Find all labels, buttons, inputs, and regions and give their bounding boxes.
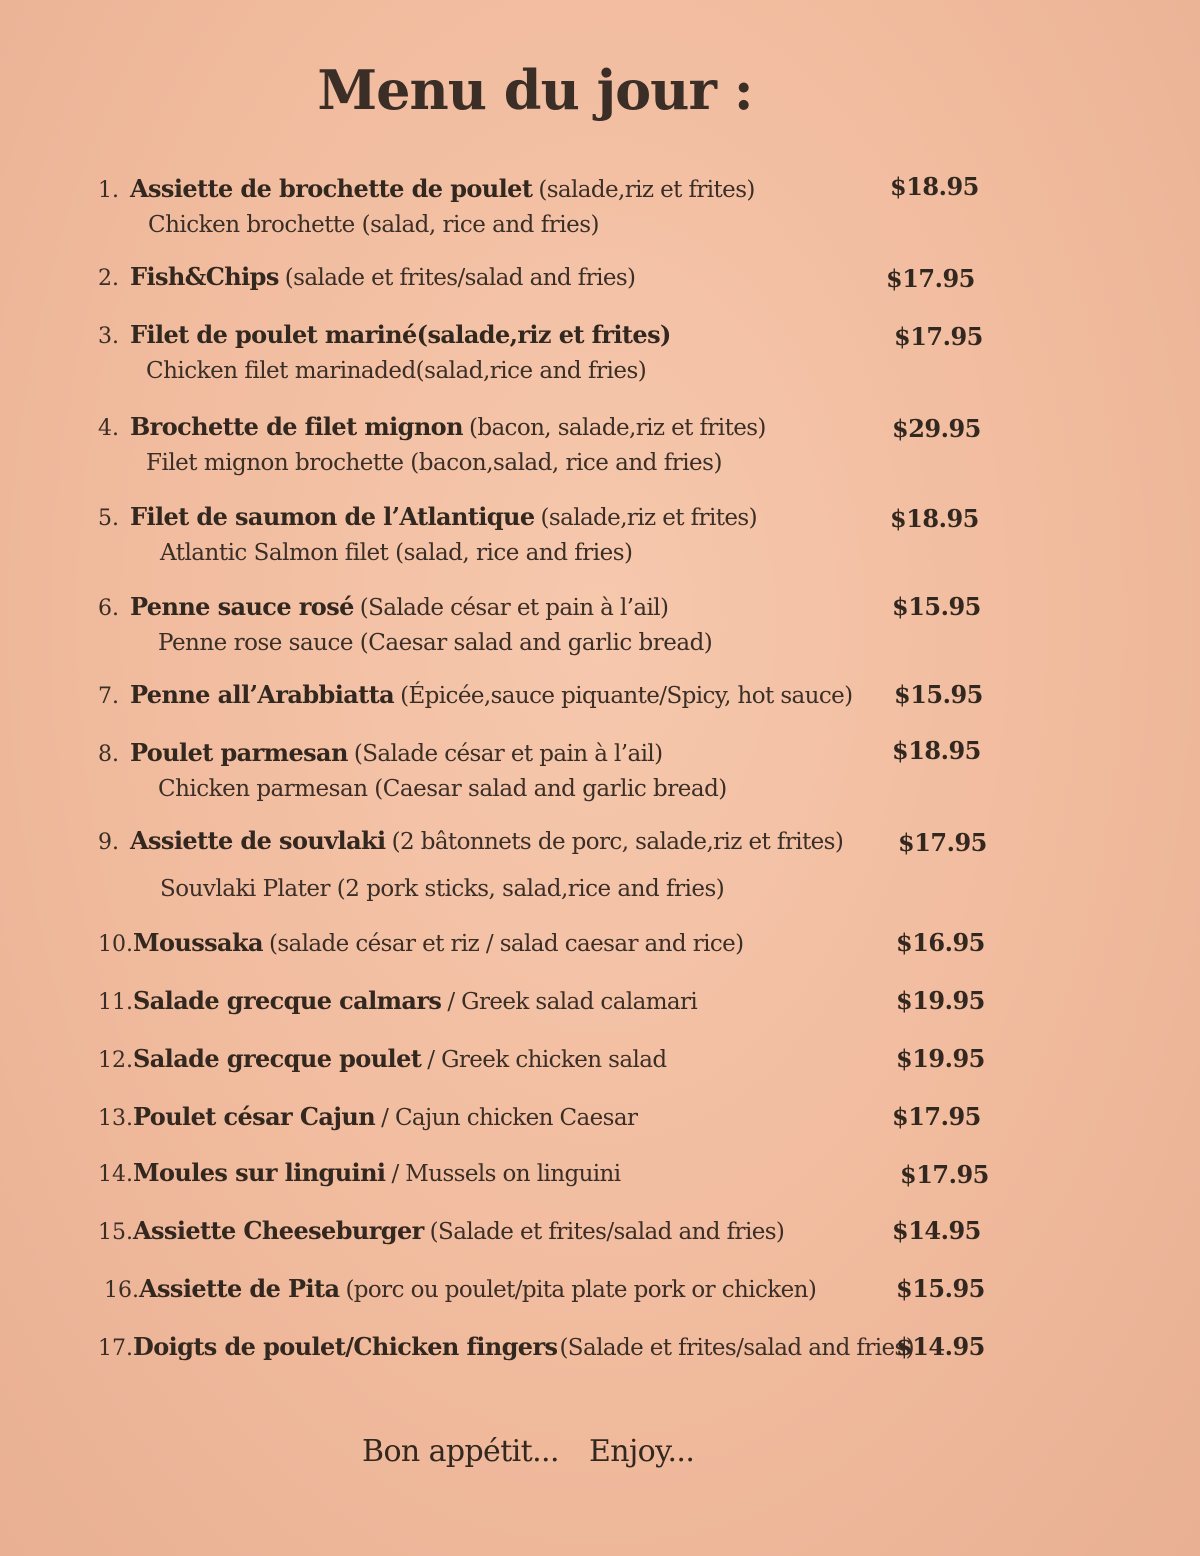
item-price: $14.95 <box>896 1332 985 1361</box>
item-name-en: Filet mignon brochette (bacon,salad, rice and fries) <box>146 450 722 476</box>
item-number: 13. <box>98 1106 133 1131</box>
item-price: $19.95 <box>896 1044 985 1073</box>
item-number: 3. <box>98 324 119 349</box>
item-name-fr: Moussaka <box>133 928 263 957</box>
item-name-fr: Assiette de souvlaki <box>130 826 386 855</box>
item-name-en: Chicken filet marinaded(salad,rice and fries) <box>146 358 647 384</box>
item-detail-fr: (Salade césar et pain à l’ail) <box>359 595 669 621</box>
item-name-en: Chicken brochette (salad, rice and fries) <box>148 212 599 238</box>
item-detail-fr: (porc ou poulet/pita plate pork or chicken) <box>345 1277 817 1303</box>
menu-item-5 <box>98 500 998 570</box>
menu-item-7 <box>98 678 998 714</box>
item-name-fr: Assiette Cheeseburger <box>133 1216 424 1245</box>
item-price: $17.95 <box>898 828 987 857</box>
menu-item-1 <box>98 172 998 242</box>
item-detail-fr: / Cajun chicken Caesar <box>381 1105 638 1131</box>
item-detail-fr: (2 bâtonnets de porc, salade,riz et frites) <box>391 829 844 855</box>
item-price: $15.95 <box>896 1274 985 1303</box>
closing-message <box>362 1434 694 1469</box>
item-detail-fr: (salade,riz et frites) <box>540 505 757 531</box>
item-price: $17.95 <box>892 1102 981 1131</box>
menu-item-8 <box>98 736 998 806</box>
menu-item-16 <box>104 1272 1004 1308</box>
item-price: $17.95 <box>886 264 975 293</box>
menu-item-9 <box>98 824 998 906</box>
item-price: $18.95 <box>890 172 979 201</box>
item-number: 17. <box>98 1336 133 1361</box>
item-price: $19.95 <box>896 986 985 1015</box>
item-number: 15. <box>98 1220 133 1245</box>
item-price: $18.95 <box>892 736 981 765</box>
item-price: $14.95 <box>892 1216 981 1245</box>
item-detail-fr: / Greek chicken salad <box>427 1047 667 1073</box>
item-detail-fr: / Greek salad calamari <box>447 989 698 1015</box>
menu-item-12 <box>98 1042 998 1078</box>
item-name-en: Penne rose sauce (Caesar salad and garlic bread) <box>158 630 713 656</box>
item-name-fr: Filet de saumon de l’Atlantique <box>130 502 535 531</box>
item-detail-fr: (bacon, salade,riz et frites) <box>468 415 766 441</box>
item-name-fr: Moules sur linguini <box>133 1158 386 1187</box>
menu-item-17 <box>98 1330 998 1366</box>
item-number: 5. <box>98 506 119 531</box>
menu-item-15 <box>98 1214 998 1250</box>
item-number: 12. <box>98 1048 133 1073</box>
item-number: 11. <box>98 990 133 1015</box>
item-price: $17.95 <box>894 322 983 351</box>
menu-item-13 <box>98 1100 998 1136</box>
item-number: 4. <box>98 416 119 441</box>
menu-item-10 <box>98 926 998 962</box>
item-detail-fr: / Mussels on linguini <box>391 1161 621 1187</box>
item-name-fr: Poulet césar Cajun <box>133 1102 376 1131</box>
item-name-en: Atlantic Salmon filet (salad, rice and fries) <box>160 540 633 566</box>
item-number: 16. <box>104 1278 139 1303</box>
item-number: 7. <box>98 684 119 709</box>
item-detail-fr: (Salade et frites/salad and fries) <box>559 1335 915 1361</box>
item-name-fr: Salade grecque poulet <box>133 1044 422 1073</box>
item-number: 8. <box>98 742 119 767</box>
item-detail-fr: (Salade césar et pain à l’ail) <box>353 741 663 767</box>
menu-item-2 <box>98 260 998 296</box>
item-name-fr: Assiette de Pita <box>139 1274 340 1303</box>
item-detail-fr: (salade,riz et frites) <box>538 177 755 203</box>
item-name-fr: Brochette de filet mignon <box>130 412 463 441</box>
item-price: $15.95 <box>892 592 981 621</box>
item-name-en: Chicken parmesan (Caesar salad and garlic bread) <box>158 776 727 802</box>
closing-message-fr: Bon appétit... <box>362 1434 559 1469</box>
item-detail-fr: (Salade et frites/salad and fries) <box>429 1219 785 1245</box>
menu-item-4 <box>98 410 998 480</box>
item-price: $29.95 <box>892 414 981 443</box>
item-name-fr: Filet de poulet mariné(salade,riz et frites) <box>130 320 671 349</box>
item-detail-fr: (salade et frites/salad and fries) <box>284 265 636 291</box>
item-name-fr: Salade grecque calmars <box>133 986 442 1015</box>
closing-message-en: Enjoy... <box>588 1434 695 1469</box>
item-detail-fr: (Épicée,sauce piquante/Spicy, hot sauce) <box>400 683 853 709</box>
item-price: $15.95 <box>894 680 983 709</box>
item-name-en: Souvlaki Plater (2 pork sticks, salad,rice and fries) <box>160 876 725 902</box>
item-price: $16.95 <box>896 928 985 957</box>
item-name-fr: Penne all’Arabbiatta <box>130 680 395 709</box>
menu-title: Menu du jour : <box>317 58 753 122</box>
item-number: 2. <box>98 266 119 291</box>
item-detail-fr: (salade césar et riz / salad caesar and rice) <box>268 931 744 957</box>
item-name-fr: Fish&Chips <box>130 262 279 291</box>
menu-item-3 <box>98 318 998 388</box>
item-name-fr: Poulet parmesan <box>130 738 348 767</box>
menu-item-11 <box>98 984 998 1020</box>
item-number: 1. <box>98 178 119 203</box>
item-number: 14. <box>98 1162 133 1187</box>
item-name-fr: Assiette de brochette de poulet <box>130 174 533 203</box>
item-name-fr: Penne sauce rosé <box>130 592 354 621</box>
item-price: $18.95 <box>890 504 979 533</box>
item-number: 10. <box>98 932 133 957</box>
menu-item-14 <box>98 1156 998 1192</box>
menu-item-6 <box>98 590 998 660</box>
item-name-fr: Doigts de poulet/Chicken fingers <box>133 1332 558 1361</box>
item-price: $17.95 <box>900 1160 989 1189</box>
item-number: 9. <box>98 830 119 855</box>
item-number: 6. <box>98 596 119 621</box>
